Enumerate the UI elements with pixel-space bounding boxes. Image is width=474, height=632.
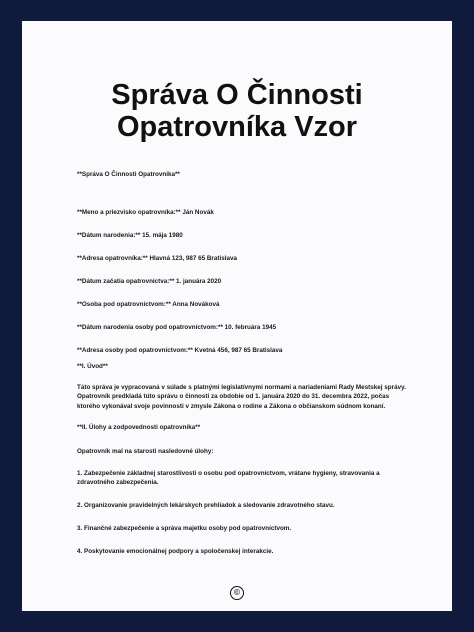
task-4: 4. Poskytovanie emocionálnej podpory a spoločenskej interakcie.	[77, 548, 274, 555]
guardian-birth-date: **Dátum narodenia:** 15. mája 1980	[77, 232, 183, 239]
report-heading: **Správa O Činnosti Opatrovníka**	[77, 171, 180, 178]
guardianship-start-date: **Dátum začatia opatrovníctva:** 1. januára 2020	[77, 278, 222, 285]
ward-address: **Adresa osoby pod opatrovníctvom:** Kvetná 456, 987 65 Bratislava	[77, 347, 283, 354]
document-page	[22, 21, 452, 611]
task-2: 2. Organizovanie pravidelných lekárskych prehliadok a sledovanie zdravotného stavu.	[77, 502, 335, 509]
section-1-heading: **I. Úvod**	[77, 363, 108, 370]
guardian-address: **Adresa opatrovníka:** Hlavná 123, 987 65 Bratislava	[77, 255, 237, 262]
task-3: 3. Finančné zabezpečenie a správa majetku osoby pod opatrovníctvom.	[77, 525, 292, 532]
title-line-2: Opatrovníka Vzor	[116, 111, 358, 143]
intro-paragraph: Táto správa je vypracovaná v súlade s platnými legislatívnymi normami a nariadeniami Rady Mestskej správy. Opatrovník predkladá túto správu o činnosti za obdobie od 1. januára 2020 do 31. decembra 2022, počas ktorého vykonával svoje povinnosti v zmysle Zákona o rodine a Zákona o občianskom súdnom konaní.	[77, 384, 406, 410]
ward-name: **Osoba pod opatrovníctvom:** Anna Nováková	[77, 301, 220, 308]
section-2-heading: **II. Úlohy a zodpovednosti opatrovníka**	[77, 424, 201, 431]
copyright-icon: ©	[230, 586, 244, 600]
ward-birth-date: **Dátum narodenia osoby pod opatrovníctvom:** 10. februára 1945	[77, 324, 277, 331]
task-1: 1. Zabezpečenie základnej starostlivosti o osobu pod opatrovníctvom, vrátane hygieny, stravovania a zdravotného zabezpečenia.	[77, 470, 380, 487]
title-line-1: Správa O Činnosti	[111, 79, 363, 111]
guardian-name: **Meno a priezvisko opatrovníka:** Ján Novák	[77, 209, 214, 216]
tasks-intro: Opatrovník mal na starosti nasledovné úlohy:	[77, 448, 214, 455]
document-title	[22, 79, 452, 143]
